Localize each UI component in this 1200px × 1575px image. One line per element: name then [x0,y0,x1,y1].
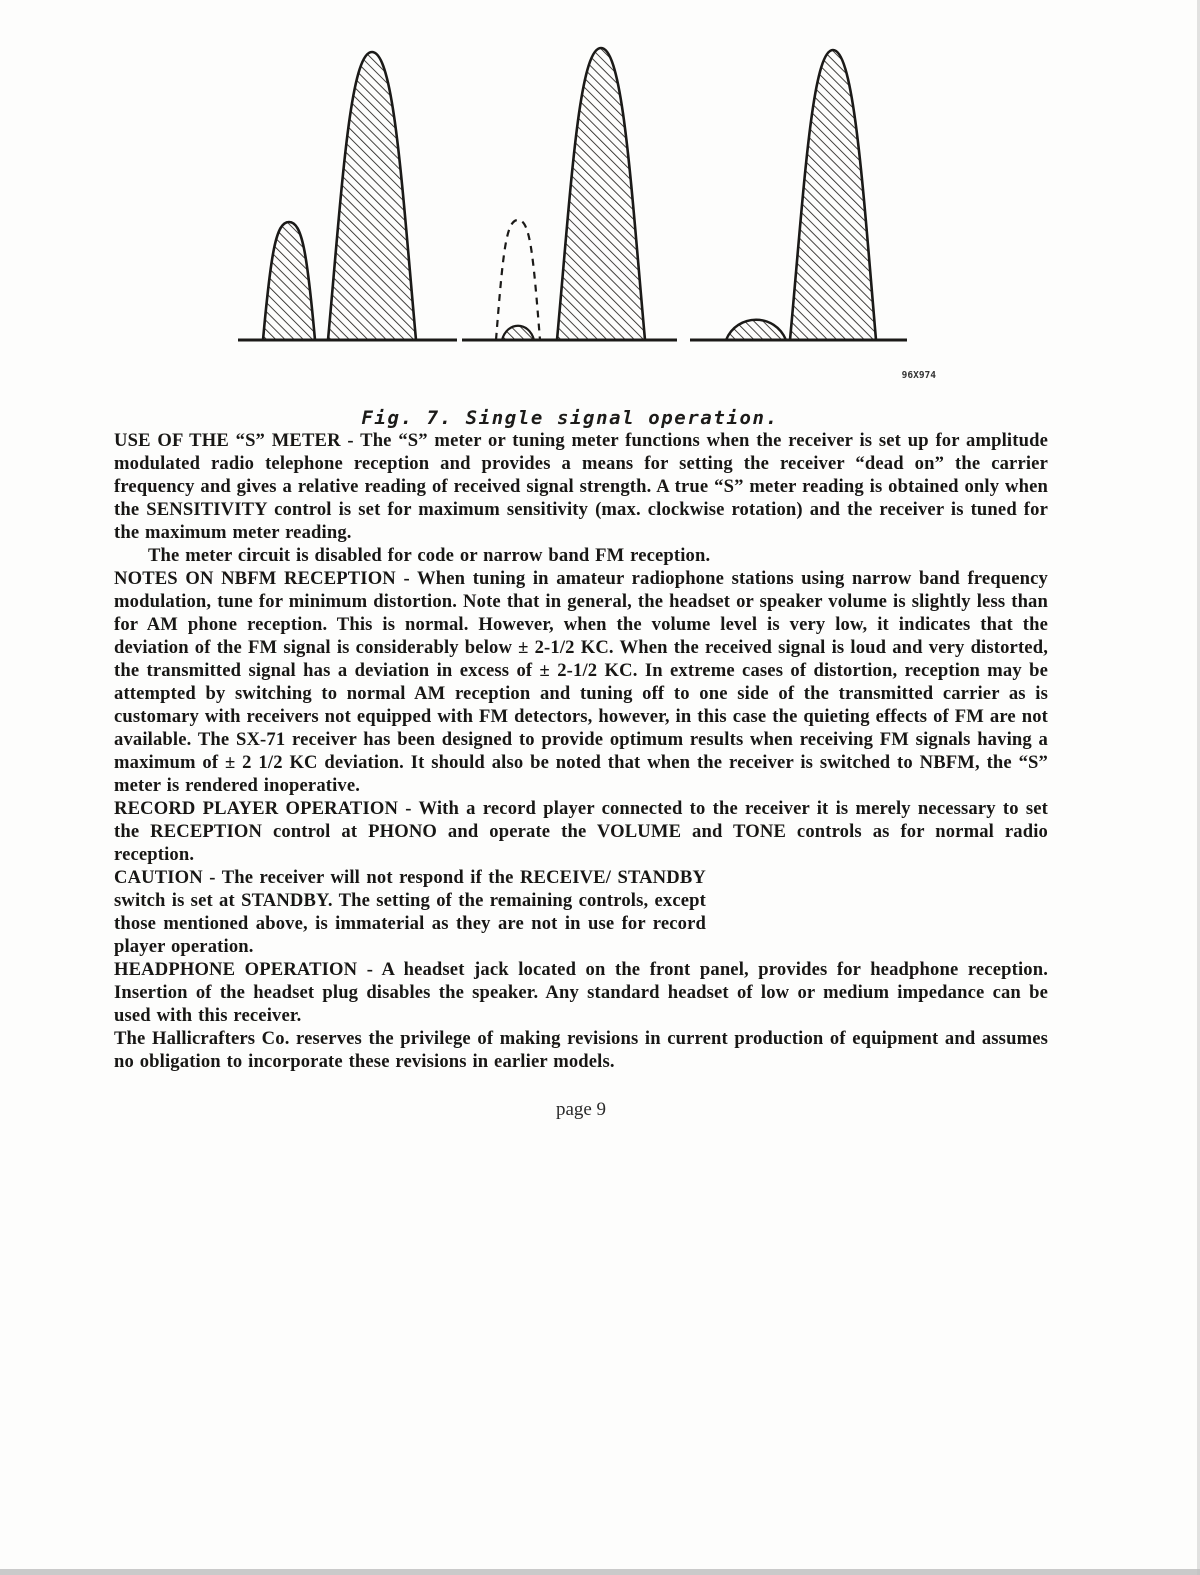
section-body-caution: - The receiver will not respond if the RECEIVE/ STANDBY switch is set at STANDBY. The setting of the remaining controls, except those mentioned above, is immaterial as they are not in use for record player operation. [114,867,706,957]
section-heading-caution: CAUTION [114,867,203,888]
paragraph-headphone [114,958,1048,1027]
section-heading-s-meter: USE OF THE “S” METER [114,430,341,451]
signal-figure [0,0,1200,429]
section-heading-nbfm: NOTES ON NBFM RECEPTION [114,568,396,589]
signal-bump-right [726,320,786,340]
single-signal-diagram [0,0,1200,385]
section-heading-record-player: RECORD PLAYER OPERATION [114,798,399,819]
text-column [114,429,1048,1121]
paragraph-s-meter [114,429,1048,567]
section-body-revisions: The Hallicrafters Co. reserves the privilege of making revisions in current production of equipment and assumes no obligation to incorporate these revisions in earlier models. [114,1028,1048,1072]
signal-peak-tall-left [328,52,416,340]
signal-peak-tall-middle [557,48,645,340]
section-body-s-meter: - The “S” meter or tuning meter functions when the receiver is set up for amplitude modulated radio telephone reception and provides a means for setting the receiver “dead on” the carrier frequency and gives a relative reading of received signal strength. A true “S” meter reading is obtained only when the SENSITIVITY control is set for maximum sensitivity (max. clockwise rotation) and the receiver is tuned for the maximum meter reading. [114,430,1048,543]
signal-peak-small-left [263,222,315,340]
paragraph-revisions [114,1027,1048,1073]
paragraph-nbfm [114,567,1048,797]
section-body-record-player: - With a record player connected to the receiver it is merely necessary to set the RECEPTION control at PHONO and operate the VOLUME and TONE controls as for normal radio reception. [114,798,1048,865]
s-meter-note: The meter circuit is disabled for code or narrow band FM reception. [148,545,711,566]
signal-peak-tall-right [790,50,876,340]
section-body-headphone: - A headset jack located on the front panel, provides for headphone reception. Insertion of the headset plug disables the speaker. Any standard headset of low or medium impedance can be used with this receiver. [114,959,1048,1026]
page-number: page 9 [555,1099,607,1120]
paragraph-record-player [114,797,1048,866]
signal-peak-dashed [496,220,540,340]
signal-bump-middle [502,326,534,340]
figure-part-code: 96X974 [901,370,936,381]
section-heading-headphone: HEADPHONE OPERATION [114,959,358,980]
paragraph-caution [114,866,706,958]
section-body-nbfm: - When tuning in amateur radiophone stations using narrow band frequency modulation, tune for minimum distortion. Note that in general, the headset or speaker volume is slightly less than for AM phone reception. This is normal. However, when the volume level is very low, it indicates that the deviation of the FM signal is considerably below ± 2-1/2 KC. When the received signal is loud and very distorted, the transmitted signal has a deviation in excess of ± 2-1/2 KC. In extreme cases of distortion, reception may be attempted by switching to normal AM reception and tuning off to one side of the transmitted carrier as is customary with receivers not equipped with FM detectors, however, in this case the quieting effects of FM are not available. The SX-71 receiver has been designed to provide optimum results when receiving FM signals having a maximum of ± 2 1/2 KC deviation. It should also be noted that when the receiver is switched to NBFM, the “S” meter is rendered inoperative. [114,568,1048,796]
figure-caption: Fig. 7. Single signal operation. [361,407,779,429]
